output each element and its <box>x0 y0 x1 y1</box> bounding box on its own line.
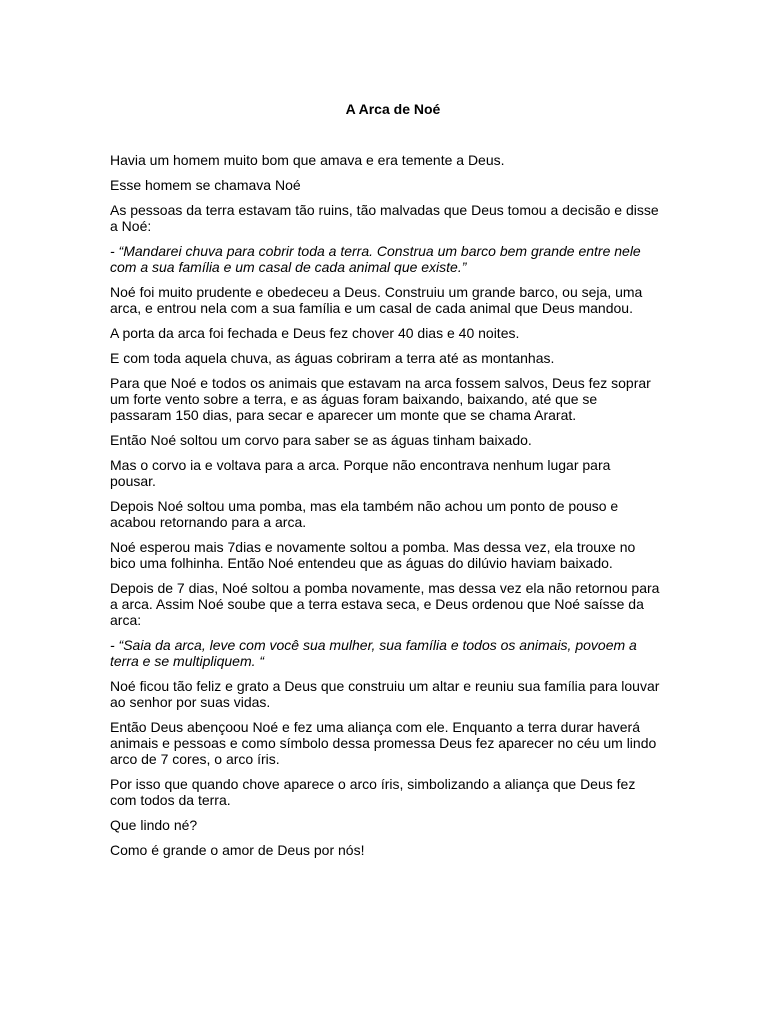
paragraph: Esse homem se chamava Noé <box>110 177 301 193</box>
paragraph: A porta da arca foi fechada e Deus fez chover 40 dias e 40 noites. <box>110 325 520 341</box>
paragraph: Então Deus abençoou Noé e fez uma aliança com ele. Enquanto a terra durar haverá animais e pessoas e como símbolo dessa promessa Deus fez aparecer no céu um lindo arco de 7 cores, o arco íris. <box>110 719 657 767</box>
paragraph: As pessoas da terra estavam tão ruins, tão malvadas que Deus tomou a decisão e disse a Noé: <box>110 202 659 234</box>
paragraph: Havia um homem muito bom que amava e era temente a Deus. <box>110 152 505 168</box>
document-body <box>110 152 668 858</box>
paragraph: Por isso que quando chove aparece o arco íris, simbolizando a aliança que Deus fez com todos da terra. <box>110 776 636 808</box>
paragraph: Que lindo né? <box>110 817 198 833</box>
paragraph: Mas o corvo ia e voltava para a arca. Porque não encontrava nenhum lugar para pousar. <box>110 457 611 489</box>
paragraph: Como é grande o amor de Deus por nós! <box>110 842 365 858</box>
paragraph: Então Noé soltou um corvo para saber se as águas tinham baixado. <box>110 432 532 448</box>
document-title: A Arca de Noé <box>345 101 441 117</box>
paragraph: - “Saia da arca, leve com você sua mulher, sua família e todos os animais, povoem a terra e se multipliquem. “ <box>110 637 637 669</box>
paragraph: Noé esperou mais 7dias e novamente soltou a pomba. Mas dessa vez, ela trouxe no bico uma folhinha. Então Noé entendeu que as águas do dilúvio haviam baixado. <box>110 539 636 571</box>
paragraph: E com toda aquela chuva, as águas cobriram a terra até as montanhas. <box>110 350 555 366</box>
paragraph: Depois de 7 dias, Noé soltou a pomba novamente, mas dessa vez ela não retornou para a arca. Assim Noé soube que a terra estava seca, e Deus ordenou que Noé saísse da arca: <box>110 580 660 628</box>
paragraph: Noé foi muito prudente e obedeceu a Deus. Construiu um grande barco, ou seja, uma arca, e entrou nela com a sua família e um casal de cada animal que Deus mandou. <box>110 284 643 316</box>
paragraph: Para que Noé e todos os animais que estavam na arca fossem salvos, Deus fez soprar um forte vento sobre a terra, e as águas foram baixando, baixando, até que se passaram 150 dias, para secar e aparecer um monte que se chama Ararat. <box>110 375 651 423</box>
paragraph: - “Mandarei chuva para cobrir toda a terra. Construa um barco bem grande entre nele com a sua família e um casal de cada animal que existe.” <box>110 243 641 275</box>
paragraph: Noé ficou tão feliz e grato a Deus que construiu um altar e reuniu sua família para louvar ao senhor por suas vidas. <box>110 678 660 710</box>
paragraph: Depois Noé soltou uma pomba, mas ela também não achou um ponto de pouso e acabou retornando para a arca. <box>110 498 619 530</box>
